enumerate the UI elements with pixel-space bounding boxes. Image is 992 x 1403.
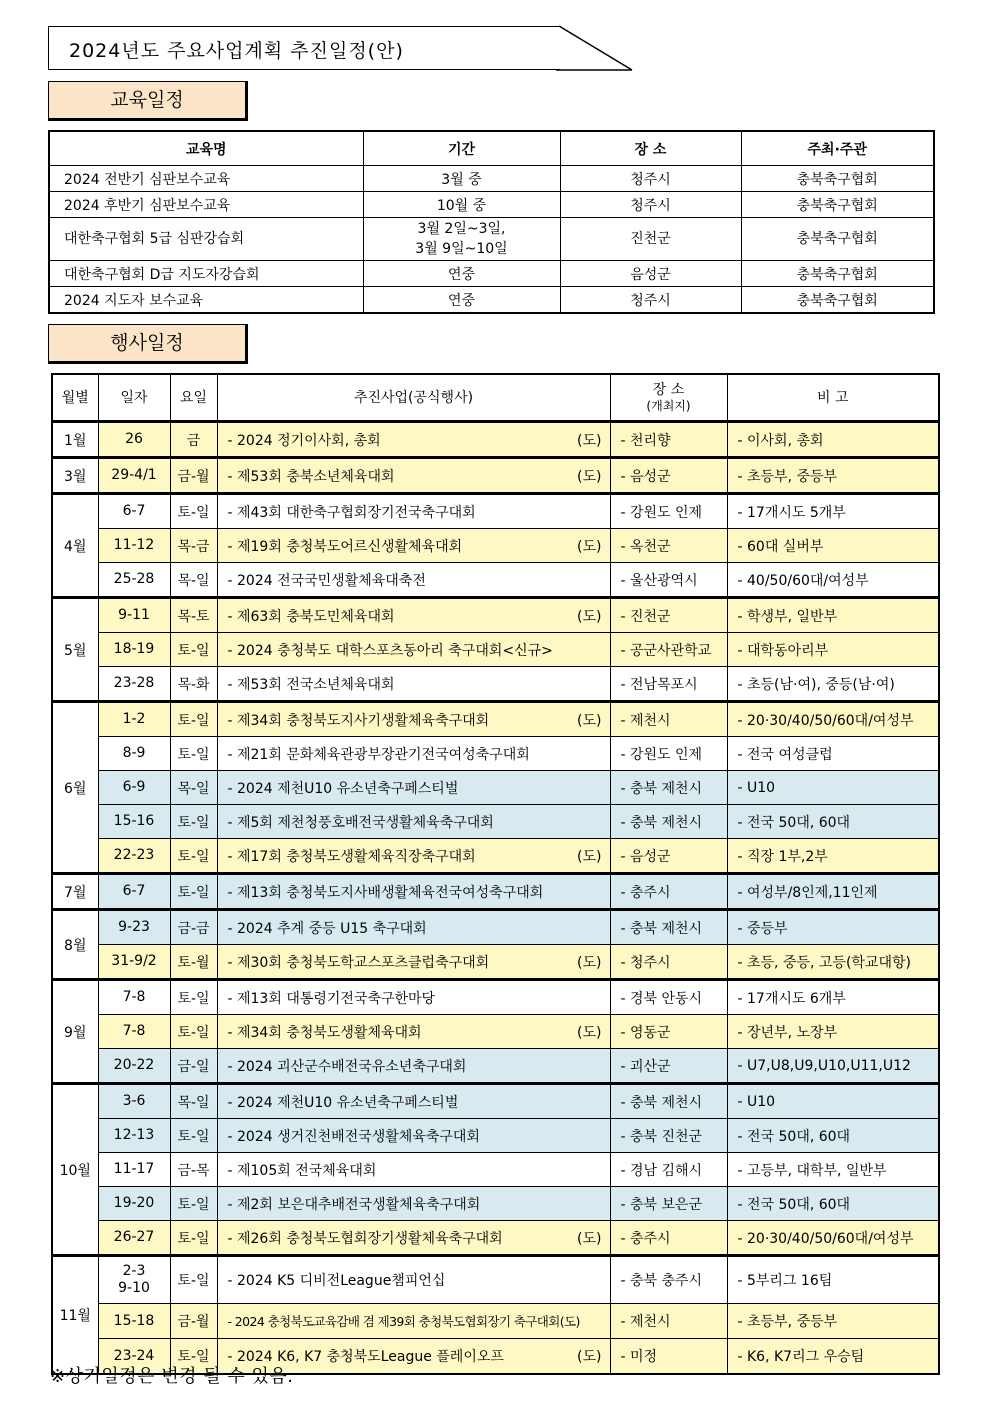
education-place: 청주시 (560, 192, 741, 218)
event-name (217, 1256, 610, 1304)
event-name-text: - 2024 제천U10 유소년축구페스티벌 (227, 780, 459, 797)
event-place: - 강원도 인제 (610, 494, 727, 529)
events-header-date: 일자 (98, 374, 170, 422)
event-row (52, 1153, 939, 1187)
event-date-line: 6-9 (122, 779, 146, 795)
education-host: 충북축구협회 (741, 218, 934, 261)
event-date (98, 458, 170, 494)
event-date (98, 633, 170, 667)
event-name-text: - 제2회 보은대추배전국생활체육축구대회 (227, 1196, 481, 1213)
event-name-text: - 제19회 충청북도어르신생활체육대회 (227, 538, 463, 555)
event-date-line: 18-19 (113, 641, 155, 657)
event-note: - 17개시도 5개부 (727, 494, 939, 529)
event-day: 금-일 (170, 1049, 217, 1084)
event-day: 목-일 (170, 563, 217, 598)
event-name (217, 805, 610, 839)
title-corner-shape (556, 24, 636, 72)
events-header-place (610, 374, 727, 422)
event-name-text: - 제30회 충청북도학교스포츠클럽축구대회 (227, 954, 490, 971)
event-place: - 울산광역시 (610, 563, 727, 598)
event-name-text: - 2024 제천U10 유소년축구페스티벌 (227, 1094, 459, 1111)
event-month: 10월 (52, 1084, 98, 1256)
event-place: - 충북 진천군 (610, 1119, 727, 1153)
event-name (217, 598, 610, 633)
event-date-line: 6-7 (122, 503, 146, 519)
event-place: - 영동군 (610, 1015, 727, 1049)
event-place: - 음성군 (610, 839, 727, 874)
event-row (52, 494, 939, 529)
event-date (98, 910, 170, 945)
event-date-line: 9-10 (118, 1280, 150, 1296)
event-note: - 초등, 중등, 고등(학교대항) (727, 945, 939, 980)
event-day: 토-일 (170, 1187, 217, 1221)
event-date-line: 15-18 (113, 1312, 155, 1329)
event-name (217, 1304, 610, 1339)
education-header-place: 장 소 (560, 131, 741, 166)
education-row (49, 261, 934, 287)
education-period (363, 287, 560, 314)
event-note: - 장년부, 노장부 (727, 1015, 939, 1049)
event-day: 목-일 (170, 771, 217, 805)
event-place: - 음성군 (610, 458, 727, 494)
event-name-text: - 2024 충청북도 대학스포츠동아리 축구대회<신규> (227, 642, 553, 659)
events-table (51, 373, 940, 1375)
event-row (52, 839, 939, 874)
event-name (217, 1221, 610, 1256)
event-date-line: 8-9 (122, 745, 146, 761)
event-day: 목-금 (170, 529, 217, 563)
event-row (52, 1256, 939, 1304)
event-place: - 제천시 (610, 1304, 727, 1339)
event-note: - 전국 50대, 60대 (727, 805, 939, 839)
event-day: 금-월 (170, 458, 217, 494)
event-day: 토-일 (170, 1339, 217, 1375)
event-name-text: - 제34회 충청북도생활체육대회 (227, 1024, 422, 1041)
event-name (217, 945, 610, 980)
event-date (98, 839, 170, 874)
event-name (217, 702, 610, 737)
event-date-line: 1-2 (122, 711, 146, 727)
event-date (98, 1049, 170, 1084)
education-period-line: 10월 중 (436, 197, 487, 214)
province-mark: (도) (577, 1349, 602, 1365)
education-period-line: 연중 (447, 292, 476, 309)
event-day: 토-일 (170, 702, 217, 737)
event-date (98, 945, 170, 980)
education-header-name: 교육명 (49, 131, 363, 166)
event-date (98, 980, 170, 1015)
events-header-day: 요일 (170, 374, 217, 422)
education-host: 충북축구협회 (741, 287, 934, 314)
event-day: 금 (170, 422, 217, 458)
event-name (217, 839, 610, 874)
event-month: 4월 (52, 494, 98, 598)
event-row (52, 1187, 939, 1221)
education-header-row (49, 131, 934, 166)
event-name-text: - 제13회 충청북도지사배생활체육전국여성축구대회 (227, 884, 544, 901)
province-mark: (도) (577, 608, 602, 625)
event-day: 토-일 (170, 805, 217, 839)
event-name-text: - 2024 전국국민생활체육대축전 (227, 572, 426, 589)
event-day: 토-일 (170, 1015, 217, 1049)
event-name (217, 980, 610, 1015)
event-name-text: - 제34회 충청북도지사기생활체육축구대회 (227, 712, 490, 729)
event-day: 금-월 (170, 1304, 217, 1339)
education-section-label: 교육일정 (48, 81, 248, 121)
event-note: - 전국 여성클럽 (727, 737, 939, 771)
event-day: 토-일 (170, 1221, 217, 1256)
education-place: 청주시 (560, 287, 741, 314)
events-header-month: 월별 (52, 374, 98, 422)
event-place: - 경북 안동시 (610, 980, 727, 1015)
event-name (217, 1084, 610, 1119)
education-table (48, 130, 935, 314)
event-note: - 전국 50대, 60대 (727, 1187, 939, 1221)
education-period-line: 3월 2일~3일, (417, 221, 506, 237)
event-place: - 충북 제천시 (610, 1084, 727, 1119)
education-place: 진천군 (560, 218, 741, 261)
event-date (98, 1015, 170, 1049)
event-date-line: 23-28 (113, 675, 155, 691)
event-day: 목-일 (170, 1084, 217, 1119)
event-date-line: 22-23 (113, 847, 155, 863)
event-row (52, 1084, 939, 1119)
event-note: - 학생부, 일반부 (727, 598, 939, 633)
event-name (217, 910, 610, 945)
event-name (217, 633, 610, 667)
events-header-place-label: 장 소 (652, 381, 685, 398)
event-month: 9월 (52, 980, 98, 1084)
event-place: - 미정 (610, 1339, 727, 1375)
event-date-line: 23-24 (113, 1347, 155, 1364)
education-name: 2024 후반기 심판보수교육 (49, 192, 363, 218)
education-header-host: 주최·주관 (741, 131, 934, 166)
event-row (52, 633, 939, 667)
education-row (49, 192, 934, 218)
event-row (52, 1119, 939, 1153)
event-place: - 괴산군 (610, 1049, 727, 1084)
event-place: - 제천시 (610, 702, 727, 737)
event-date-line: 26 (125, 431, 143, 447)
event-name-text: - 제105회 전국체육대회 (227, 1162, 377, 1179)
event-name (217, 494, 610, 529)
event-name (217, 529, 610, 563)
event-name-text: - 제17회 충청북도생활체육직장축구대회 (227, 848, 476, 865)
event-day: 금-금 (170, 910, 217, 945)
event-note: - 5부리그 16팀 (727, 1256, 939, 1304)
event-date (98, 1153, 170, 1187)
education-period (363, 166, 560, 192)
event-name-text: - 제63회 충북도민체육대회 (227, 608, 395, 625)
event-note: - 전국 50대, 60대 (727, 1119, 939, 1153)
event-name-text: - 제5회 제천청풍호배전국생활체육축구대회 (227, 814, 494, 831)
event-month: 7월 (52, 874, 98, 910)
event-name-text: - 2024 괴산군수배전국유소년축구대회 (227, 1058, 467, 1075)
event-name-text: - 제53회 충북소년체육대회 (227, 468, 395, 485)
event-date-line: 7-8 (122, 989, 146, 1005)
event-note: - K6, K7리그 우승팀 (727, 1339, 939, 1375)
event-note: - 직장 1부,2부 (727, 839, 939, 874)
event-date (98, 563, 170, 598)
event-note: - U7,U8,U9,U10,U11,U12 (727, 1049, 939, 1084)
event-month: 8월 (52, 910, 98, 980)
event-name (217, 737, 610, 771)
event-month: 3월 (52, 458, 98, 494)
event-row (52, 458, 939, 494)
event-note: - U10 (727, 1084, 939, 1119)
event-date (98, 422, 170, 458)
footer-note: ※상기일정은 변경 될 수 있음. (50, 1366, 294, 1387)
event-date (98, 1187, 170, 1221)
event-row (52, 737, 939, 771)
events-header-place-sub: (개최지) (646, 398, 691, 413)
event-date-line: 7-8 (122, 1023, 146, 1039)
event-date (98, 1304, 170, 1339)
events-section-label: 행사일정 (48, 324, 248, 364)
event-day: 목-토 (170, 598, 217, 633)
event-name-text: - 제53회 전국소년체육대회 (227, 676, 395, 693)
education-row (49, 166, 934, 192)
event-date (98, 667, 170, 702)
event-date-line: 20-22 (113, 1057, 155, 1073)
education-host: 충북축구협회 (741, 261, 934, 287)
education-place: 청주시 (560, 166, 741, 192)
event-row (52, 1221, 939, 1256)
event-name-text: - 제13회 대통령기전국축구한마당 (227, 990, 436, 1007)
event-place: - 경남 김해시 (610, 1153, 727, 1187)
event-date-line: 3-6 (122, 1093, 146, 1109)
education-name: 대한축구협회 5급 심판강습회 (49, 218, 363, 261)
event-name (217, 667, 610, 702)
event-day: 목-화 (170, 667, 217, 702)
education-row (49, 287, 934, 314)
event-place: - 옥천군 (610, 529, 727, 563)
event-row (52, 529, 939, 563)
event-date (98, 598, 170, 633)
event-place: - 충북 충주시 (610, 1256, 727, 1304)
event-day: 토-일 (170, 494, 217, 529)
event-row (52, 563, 939, 598)
event-row (52, 1049, 939, 1084)
event-day: 토-월 (170, 945, 217, 980)
event-row (52, 1304, 939, 1339)
event-name (217, 1187, 610, 1221)
event-date (98, 702, 170, 737)
event-name (217, 563, 610, 598)
event-row (52, 980, 939, 1015)
event-day: 토-일 (170, 839, 217, 874)
event-date (98, 771, 170, 805)
event-place: - 충북 제천시 (610, 910, 727, 945)
event-row (52, 945, 939, 980)
event-date-line: 25-28 (113, 571, 155, 587)
event-date-line: 29-4/1 (111, 467, 157, 483)
event-row (52, 422, 939, 458)
event-date-line: 2-3 (122, 1263, 146, 1279)
event-note: - 초등부, 중등부 (727, 458, 939, 494)
education-name: 2024 지도자 보수교육 (49, 287, 363, 314)
event-date (98, 529, 170, 563)
event-note: - 이사회, 총회 (727, 422, 939, 458)
event-row (52, 805, 939, 839)
event-date (98, 805, 170, 839)
event-place: - 충북 제천시 (610, 805, 727, 839)
event-date (98, 1119, 170, 1153)
event-name-text: - 2024 K6, K7 충청북도League 플레이오프 (227, 1349, 504, 1365)
event-day: 토-일 (170, 980, 217, 1015)
event-date-line: 6-7 (122, 883, 146, 899)
education-host: 충북축구협회 (741, 166, 934, 192)
event-note: - 중등부 (727, 910, 939, 945)
event-place: - 충주시 (610, 874, 727, 910)
event-note: - 20·30/40/50/60대/여성부 (727, 1221, 939, 1256)
event-name (217, 1119, 610, 1153)
events-header-name: 추진사업(공식행사) (217, 374, 610, 422)
event-name (217, 1153, 610, 1187)
event-note: - 초등(남·여), 중등(남·여) (727, 667, 939, 702)
event-name (217, 874, 610, 910)
province-mark: (도) (577, 1230, 602, 1247)
event-note: - 고등부, 대학부, 일반부 (727, 1153, 939, 1187)
event-name (217, 422, 610, 458)
event-note: - 40/50/60대/여성부 (727, 563, 939, 598)
event-date (98, 1221, 170, 1256)
event-note: - 20·30/40/50/60대/여성부 (727, 702, 939, 737)
event-note: - 60대 실버부 (727, 529, 939, 563)
event-place: - 충북 제천시 (610, 771, 727, 805)
event-date-line: 15-16 (113, 813, 155, 829)
event-date-line: 31-9/2 (111, 953, 157, 969)
event-day: 토-일 (170, 1119, 217, 1153)
event-row (52, 702, 939, 737)
event-place: - 청주시 (610, 945, 727, 980)
event-name-text: - 2024 추계 중등 U15 축구대회 (227, 920, 427, 937)
event-note: - 초등부, 중등부 (727, 1304, 939, 1339)
event-month: 1월 (52, 422, 98, 458)
event-name-text: - 2024 정기이사회, 총회 (227, 432, 381, 449)
event-day: 토-일 (170, 874, 217, 910)
event-row (52, 598, 939, 633)
education-header-period: 기간 (363, 131, 560, 166)
education-place: 음성군 (560, 261, 741, 287)
events-header-note: 비 고 (727, 374, 939, 422)
event-name-text: - 제26회 충청북도협회장기생활체육축구대회 (227, 1230, 503, 1247)
education-period (363, 218, 560, 261)
event-name (217, 1049, 610, 1084)
province-mark: (도) (577, 848, 602, 865)
event-row (52, 1015, 939, 1049)
event-day: 금-목 (170, 1153, 217, 1187)
province-mark: (도) (577, 954, 602, 971)
event-name (217, 458, 610, 494)
event-row (52, 667, 939, 702)
event-month: 11월 (52, 1256, 98, 1375)
province-mark: (도) (577, 538, 602, 555)
page-title: 2024년도 주요사업계획 추진일정(안) (69, 40, 404, 62)
title-box (48, 26, 560, 70)
event-day: 토-일 (170, 737, 217, 771)
event-name-text: - 2024 K5 디비전League챔피언십 (227, 1273, 446, 1289)
event-place: - 충주시 (610, 1221, 727, 1256)
event-name (217, 771, 610, 805)
education-name: 2024 전반기 심판보수교육 (49, 166, 363, 192)
event-date (98, 874, 170, 910)
province-mark: (도) (577, 468, 602, 485)
event-date-line: 26-27 (113, 1229, 155, 1245)
event-place: - 강원도 인제 (610, 737, 727, 771)
education-period-line: 3월 9일~10일 (415, 241, 508, 257)
event-date-line: 9-23 (118, 919, 150, 935)
education-host: 충북축구협회 (741, 192, 934, 218)
province-mark: (도) (577, 432, 602, 449)
event-day: 토-일 (170, 633, 217, 667)
event-month: 6월 (52, 702, 98, 874)
event-row (52, 771, 939, 805)
education-period (363, 192, 560, 218)
event-day: 토-일 (170, 1256, 217, 1304)
education-period (363, 261, 560, 287)
event-note: - U10 (727, 771, 939, 805)
event-date-line: 19-20 (113, 1195, 155, 1211)
event-place: - 천리향 (610, 422, 727, 458)
event-name-text: - 2024 충청북도교육감배 겸 제39회 충청북도협회장기 축구대회(도) (227, 1314, 580, 1329)
event-date-line: 11-17 (113, 1161, 155, 1177)
events-header-row (52, 374, 939, 422)
event-place: - 전남목포시 (610, 667, 727, 702)
event-date-line: 11-12 (113, 537, 155, 553)
event-name-text: - 제43회 대한축구협회장기전국축구대회 (227, 504, 476, 521)
event-date (98, 494, 170, 529)
province-mark: (도) (577, 712, 602, 729)
event-date (98, 737, 170, 771)
event-name (217, 1015, 610, 1049)
education-row (49, 218, 934, 261)
event-row (52, 874, 939, 910)
event-place: - 진천군 (610, 598, 727, 633)
event-month: 5월 (52, 598, 98, 702)
event-date (98, 1084, 170, 1119)
event-date-line: 12-13 (113, 1127, 155, 1143)
event-date-line: 9-11 (118, 607, 150, 623)
event-row (52, 910, 939, 945)
event-note: - 대학동아리부 (727, 633, 939, 667)
event-date (98, 1256, 170, 1304)
province-mark: (도) (577, 1024, 602, 1041)
education-name: 대한축구협회 D급 지도자강습회 (49, 261, 363, 287)
education-period-line: 3월 중 (441, 171, 482, 188)
event-place: - 충북 보은군 (610, 1187, 727, 1221)
event-place: - 공군사관학교 (610, 633, 727, 667)
event-note: - 여성부/8인제,11인제 (727, 874, 939, 910)
event-note: - 17개시도 6개부 (727, 980, 939, 1015)
event-name-text: - 2024 생거진천배전국생활체육축구대회 (227, 1128, 480, 1145)
education-period-line: 연중 (447, 266, 476, 283)
event-name-text: - 제21회 문화체육관광부장관기전국여성축구대회 (227, 746, 530, 763)
